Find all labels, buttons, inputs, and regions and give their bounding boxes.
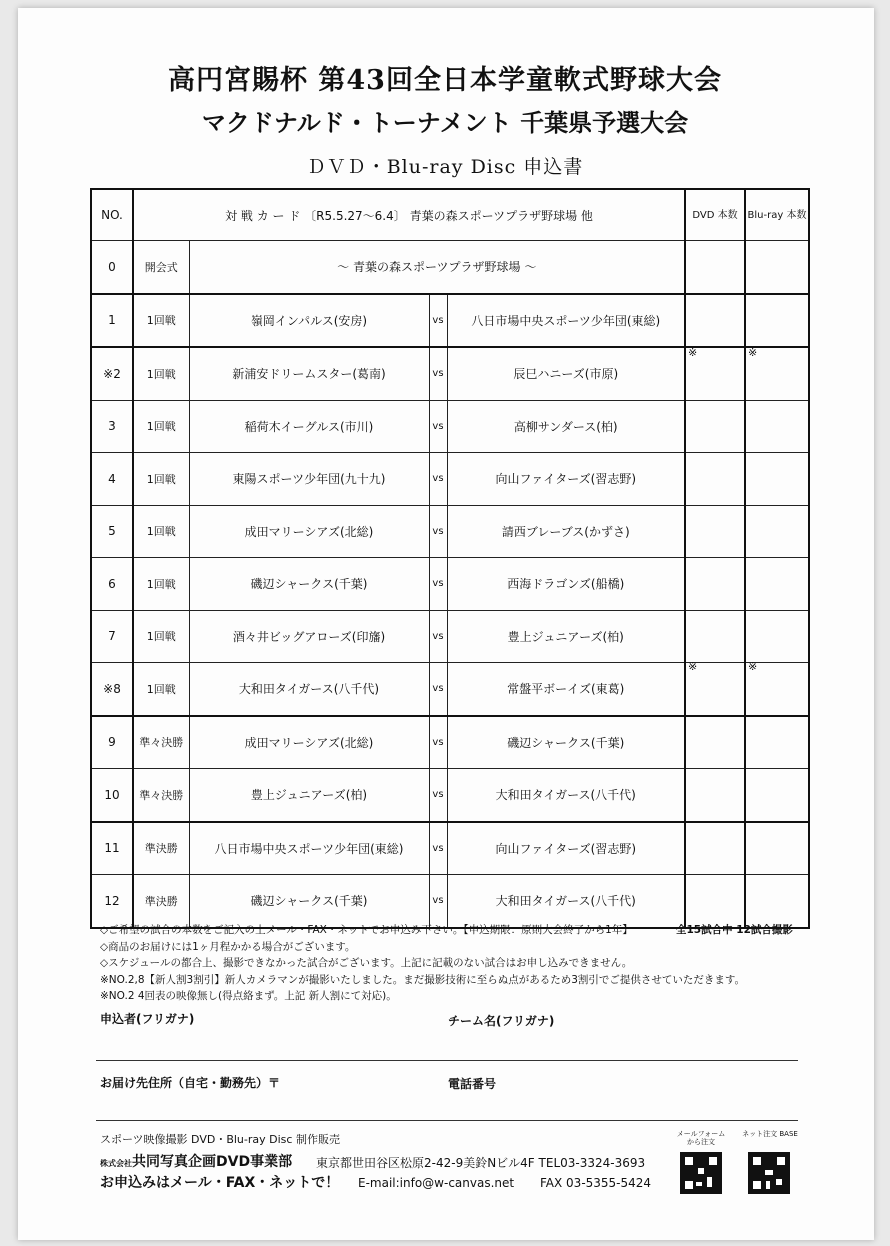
company-fax: FAX 03-5355-5424 — [540, 1176, 652, 1190]
vs-label: vs — [429, 347, 447, 400]
note-5: ※NO.2 4回表の映像無し(得点絡まず。上記 新人割にて対応)。 — [100, 990, 397, 1002]
table-row — [91, 294, 809, 348]
row-no: 7 — [91, 610, 133, 663]
table-header — [91, 189, 809, 241]
team-away: 磯辺シャークス(千葉) — [447, 716, 685, 769]
team-away: 西海ドラゴンズ(船橋) — [447, 558, 685, 611]
team-home: 八日市場中央スポーツ少年団(東総) — [189, 822, 429, 875]
bluray-qty-cell[interactable] — [745, 400, 809, 453]
note-2: ◇商品のお届けには1ヶ月程かかる場合がございます。 — [100, 940, 356, 953]
dvd-qty-cell[interactable] — [685, 294, 745, 348]
table-row — [91, 400, 809, 453]
dvd-qty-cell[interactable] — [685, 505, 745, 558]
note-3: ◇スケジュールの都合上、撮影できなかった試合がございます。上記に記載のない試合はお申し込みできません。 — [100, 957, 633, 969]
team-away: 大和田タイガース(八千代) — [447, 769, 685, 822]
row-round: 準々決勝 — [133, 716, 189, 769]
note-1: ◇ご希望の試合の本数をご記入の上メール・FAX・ネットでお申込み下さい。【申込期限：原則大会終了から1年】 — [100, 924, 633, 936]
vs-label: vs — [429, 294, 447, 348]
table-row — [91, 241, 809, 294]
team-home: 酒々井ビッグアローズ(印旛) — [189, 610, 429, 663]
dvd-qty-cell[interactable] — [685, 875, 745, 928]
row-round: 1回戦 — [133, 294, 189, 348]
row-round: 1回戦 — [133, 610, 189, 663]
team-away: 向山ファイターズ(習志野) — [447, 453, 685, 506]
row-no: 1 — [91, 294, 133, 348]
phone-label: 電話番号 — [448, 1077, 497, 1091]
row-round: 準決勝 — [133, 875, 189, 928]
notes — [100, 922, 745, 1005]
team-away: 八日市場中央スポーツ少年団(東総) — [447, 294, 685, 348]
company-label: 共同写真企画DVD事業部 — [132, 1154, 293, 1170]
applicant-label: 申込者(フリガナ) — [100, 1012, 195, 1026]
table-row — [91, 769, 809, 822]
address-field[interactable] — [96, 1120, 798, 1121]
row-no: 12 — [91, 875, 133, 928]
row-no: 11 — [91, 822, 133, 875]
table-row — [91, 875, 809, 928]
header-dvd: DVD 本数 — [685, 189, 745, 241]
title-tournament: 高円宮賜杯 第43回全日本学童軟式野球大会 — [168, 65, 722, 96]
team-away: 向山ファイターズ(習志野) — [447, 822, 685, 875]
bluray-qty-cell[interactable] — [745, 769, 809, 822]
team-away: 請西ブレーブス(かずさ) — [447, 505, 685, 558]
table-row — [91, 716, 809, 769]
dvd-mark-2: ※ — [688, 346, 698, 359]
bluray-mark-8: ※ — [748, 660, 758, 673]
row-round: 開会式 — [133, 241, 189, 294]
company-email[interactable]: E-mail:info@w-canvas.net — [358, 1176, 515, 1190]
row-round: 準々決勝 — [133, 769, 189, 822]
row-no: ※2 — [91, 347, 133, 400]
qr-mailform-label: メールフォーム から注文 — [676, 1130, 726, 1146]
table-row — [91, 822, 809, 875]
row-no: 0 — [91, 241, 133, 294]
bluray-qty-cell[interactable] — [745, 610, 809, 663]
note-4: ※NO.2,8【新人割3割引】新人カメラマンが撮影いたしました。まだ撮影技術に至らぬ点があるため3割引でご提供させていただきます。 — [100, 973, 746, 986]
qr-base-label: ネット注文 BASE — [742, 1130, 798, 1138]
bluray-qty-cell[interactable] — [745, 505, 809, 558]
dvd-qty-cell[interactable] — [685, 558, 745, 611]
dvd-qty-cell[interactable] — [685, 610, 745, 663]
vs-label: vs — [429, 716, 447, 769]
bluray-qty-cell[interactable] — [745, 822, 809, 875]
row-round: 1回戦 — [133, 400, 189, 453]
dvd-mark-8: ※ — [688, 660, 698, 673]
team-label: チーム名(フリガナ) — [448, 1014, 555, 1028]
opening-venue: ～ 青葉の森スポーツプラザ野球場 ～ — [189, 241, 685, 294]
vs-label: vs — [429, 769, 447, 822]
bluray-mark-2: ※ — [748, 346, 758, 359]
bluray-qty-cell[interactable] — [745, 453, 809, 506]
vs-label: vs — [429, 505, 447, 558]
table-row — [91, 347, 809, 400]
team-away: 辰巳ハニーズ(市原) — [447, 347, 685, 400]
footer-tagline: スポーツ映像撮影 DVD・Blu-ray Disc 制作販売 — [100, 1133, 340, 1146]
team-home: 豊上ジュニアーズ(柏) — [189, 769, 429, 822]
row-round: 1回戦 — [133, 505, 189, 558]
match-count-note: 全15試合中 12試合撮影 — [676, 924, 793, 936]
team-home: 嶺岡インパルス(安房) — [189, 294, 429, 348]
vs-label: vs — [429, 400, 447, 453]
dvd-qty-cell[interactable] — [685, 769, 745, 822]
row-no: 5 — [91, 505, 133, 558]
team-away: 常盤平ボーイズ(東葛) — [447, 663, 685, 716]
company-address: 東京都世田谷区松原2-42-9美鈴Nビル4F TEL03-3324-3693 — [316, 1156, 646, 1170]
qr-mailform-icon[interactable] — [680, 1152, 722, 1194]
bluray-qty-cell[interactable] — [745, 294, 809, 348]
vs-label: vs — [429, 822, 447, 875]
row-round: 1回戦 — [133, 347, 189, 400]
vs-label: vs — [429, 558, 447, 611]
row-no: 4 — [91, 453, 133, 506]
team-home: 稲荷木イーグルス(市川) — [189, 400, 429, 453]
company-name — [100, 1151, 292, 1171]
applicant-field[interactable] — [96, 1060, 798, 1061]
vs-label: vs — [429, 875, 447, 928]
header-bluray: Blu-ray 本数 — [745, 189, 809, 241]
bluray-qty-cell[interactable] — [745, 241, 809, 294]
row-no: 10 — [91, 769, 133, 822]
team-home: 成田マリーシアズ(北総) — [189, 716, 429, 769]
title-subtournament: マクドナルド・トーナメント 千葉県予選大会 — [201, 108, 689, 137]
row-round: 準決勝 — [133, 822, 189, 875]
team-away: 豊上ジュニアーズ(柏) — [447, 610, 685, 663]
title-form: ＤＶＤ・Blu-ray Disc 申込書 — [306, 156, 584, 178]
team-home: 東陽スポーツ少年団(九十九) — [189, 453, 429, 506]
row-no: 3 — [91, 400, 133, 453]
vs-label: vs — [429, 610, 447, 663]
team-away: 大和田タイガース(八千代) — [447, 875, 685, 928]
row-no: 6 — [91, 558, 133, 611]
company-prefix: 株式会社 — [100, 1159, 132, 1168]
qr-base-icon[interactable] — [748, 1152, 790, 1194]
team-home: 大和田タイガース(八千代) — [189, 663, 429, 716]
order-cta: お申込みはメール・FAX・ネットで！ — [100, 1175, 340, 1191]
team-home: 新浦安ドリームスター(葛南) — [189, 347, 429, 400]
bluray-qty-cell[interactable] — [745, 716, 809, 769]
order-table — [90, 188, 810, 929]
dvd-qty-cell[interactable] — [685, 716, 745, 769]
table-row — [91, 610, 809, 663]
dvd-qty-cell[interactable] — [685, 241, 745, 294]
table-row — [91, 558, 809, 611]
table-row — [91, 505, 809, 558]
bluray-qty-cell[interactable] — [745, 875, 809, 928]
bluray-qty-cell[interactable] — [745, 558, 809, 611]
row-round: 1回戦 — [133, 558, 189, 611]
address-label: お届け先住所（自宅・勤務先）〒 — [100, 1076, 281, 1090]
header-card: 対 戦 カ ー ド 〔R5.5.27～6.4〕 青葉の森スポーツプラザ野球場 他 — [133, 189, 685, 241]
row-round: 1回戦 — [133, 453, 189, 506]
vs-label: vs — [429, 453, 447, 506]
team-home: 磯辺シャークス(千葉) — [189, 558, 429, 611]
team-away: 高柳サンダース(柏) — [447, 400, 685, 453]
table-row — [91, 453, 809, 506]
dvd-qty-cell[interactable] — [685, 453, 745, 506]
dvd-qty-cell[interactable] — [685, 400, 745, 453]
dvd-qty-cell[interactable] — [685, 822, 745, 875]
row-round: 1回戦 — [133, 663, 189, 716]
team-home: 磯辺シャークス(千葉) — [189, 875, 429, 928]
row-no: 9 — [91, 716, 133, 769]
row-no: ※8 — [91, 663, 133, 716]
header-no: NO. — [91, 189, 133, 241]
vs-label: vs — [429, 663, 447, 716]
table-row — [91, 663, 809, 716]
team-home: 成田マリーシアズ(北総) — [189, 505, 429, 558]
